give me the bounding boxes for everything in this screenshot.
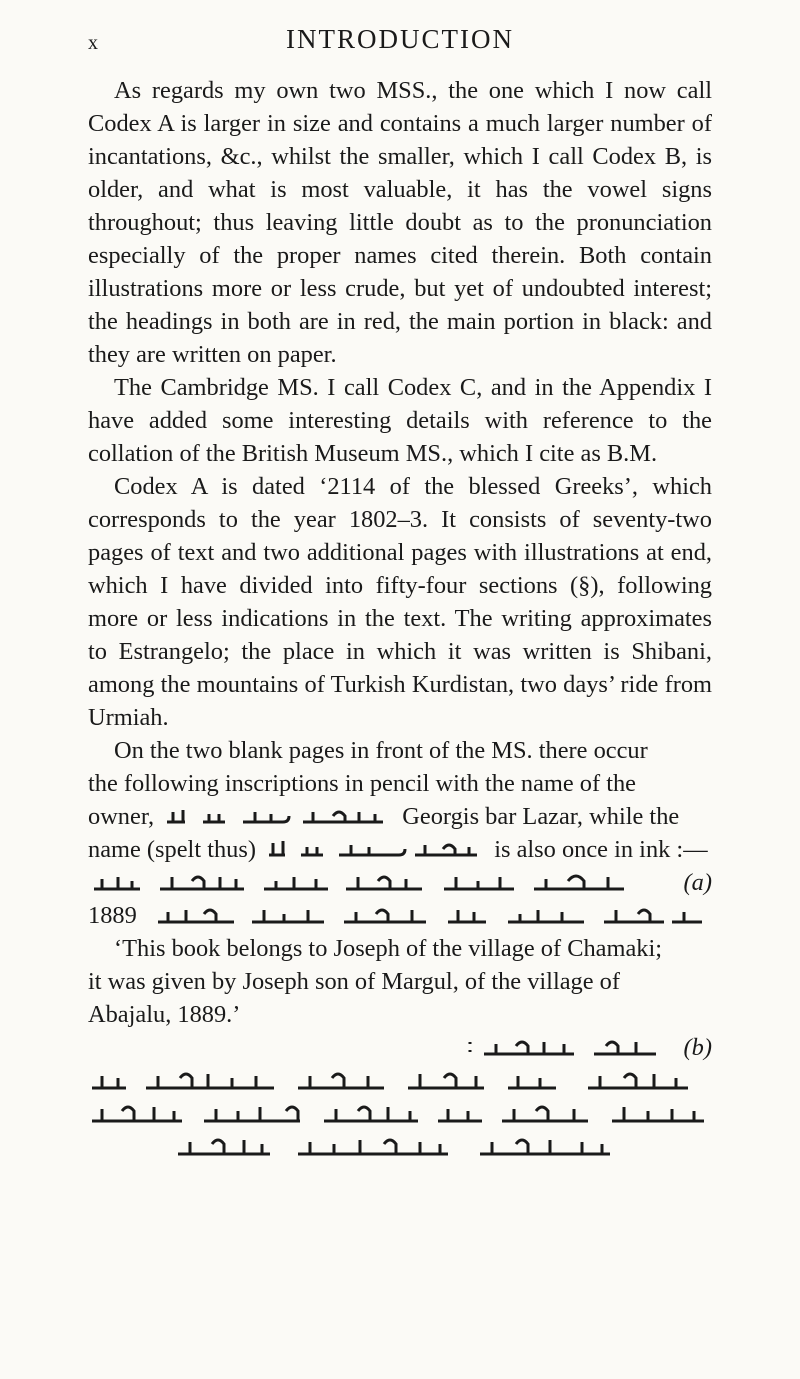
- syriac-inscription-a-1: [88, 871, 648, 895]
- syriac-spelt-name: [265, 839, 485, 861]
- paragraph-owner-line3: [88, 800, 712, 833]
- syriac-inscription-b-3: [88, 1101, 712, 1127]
- syriac-inscription-b-1: [464, 1036, 664, 1060]
- syriac-inscription-a-2: [152, 904, 712, 928]
- paragraph-owner-line4: [88, 833, 712, 866]
- syriac-inscription-b-4: [170, 1134, 630, 1160]
- paragraph-codex-a-date: Codex A is dated ‘2114 of the blessed Greeks’, which corresponds to the year 1802–3. It consists of seventy-two pages of text and two additional pages with illustrations at end, which I have divided into fifty-four sections (§), following more or less indications in the text. The writing approximates to Estrangelo; the place in which it was written is Shibani, among the mountains of Turkish Kurdistan, two days’ ride from Urmiah.: [88, 473, 712, 731]
- inscription-b-syriac-line1: [88, 1031, 712, 1064]
- inscription-b-syriac-line3: [88, 1097, 712, 1130]
- inscription-a-year: 1889: [88, 902, 137, 929]
- paragraph-codex-c: The Cambridge MS. I call Codex C, and in the Appendix I have added some interesting details with reference to the collation of the British Museum MS., which I cite as B.M.: [88, 374, 712, 467]
- running-head: INTRODUCTION: [286, 24, 514, 54]
- page-header: [88, 24, 712, 64]
- inscription-a-syriac-line2: [88, 899, 712, 932]
- inscription-b-syriac-line2: [88, 1064, 712, 1097]
- syriac-inscription-b-2: [88, 1068, 712, 1094]
- paragraph-owner-line1: On the two blank pages in front of the MS. there occur: [114, 737, 648, 764]
- name-suffix: is also once in ink :—: [494, 836, 708, 863]
- paragraph-codex-a-b: As regards my own two MSS., the one which I now call Codex A is larger in size and contains a much larger number of incantations, &c., whilst the smaller, which I call Codex B, is older, and what is most valuable, it has the vowel signs throughout; thus leaving little doubt as to the pronunciation especially of the proper names cited therein. Both contain illustrations more or less crude, but yet of undoubted interest; the headings in both are in red, the main portion in black: and they are written on paper.: [88, 77, 712, 368]
- inscription-a-label: (a): [683, 869, 712, 896]
- page-number: x: [88, 32, 98, 54]
- owner-prefix: owner,: [88, 803, 155, 830]
- paragraph-owner-line2: the following inscriptions in pencil with the name of the: [88, 770, 637, 797]
- inscription-a-syriac-line1: [88, 866, 712, 899]
- inscription-b-syriac-line4: [88, 1130, 712, 1163]
- inscription-a-translation-2: it was given by Joseph son of Margul, of the village of: [88, 968, 620, 995]
- page-body: [88, 74, 712, 1163]
- inscription-a-translation-1: ‘This book belongs to Joseph of the village of Chamaki;: [114, 935, 663, 962]
- inscription-a-translation-3: Abajalu, 1889.’: [88, 1001, 241, 1028]
- owner-suffix: Georgis bar Lazar, while the: [402, 803, 680, 830]
- inscription-b-label: (b): [683, 1034, 712, 1061]
- name-prefix: name (spelt thus): [88, 836, 256, 863]
- syriac-owner-name: [163, 806, 393, 828]
